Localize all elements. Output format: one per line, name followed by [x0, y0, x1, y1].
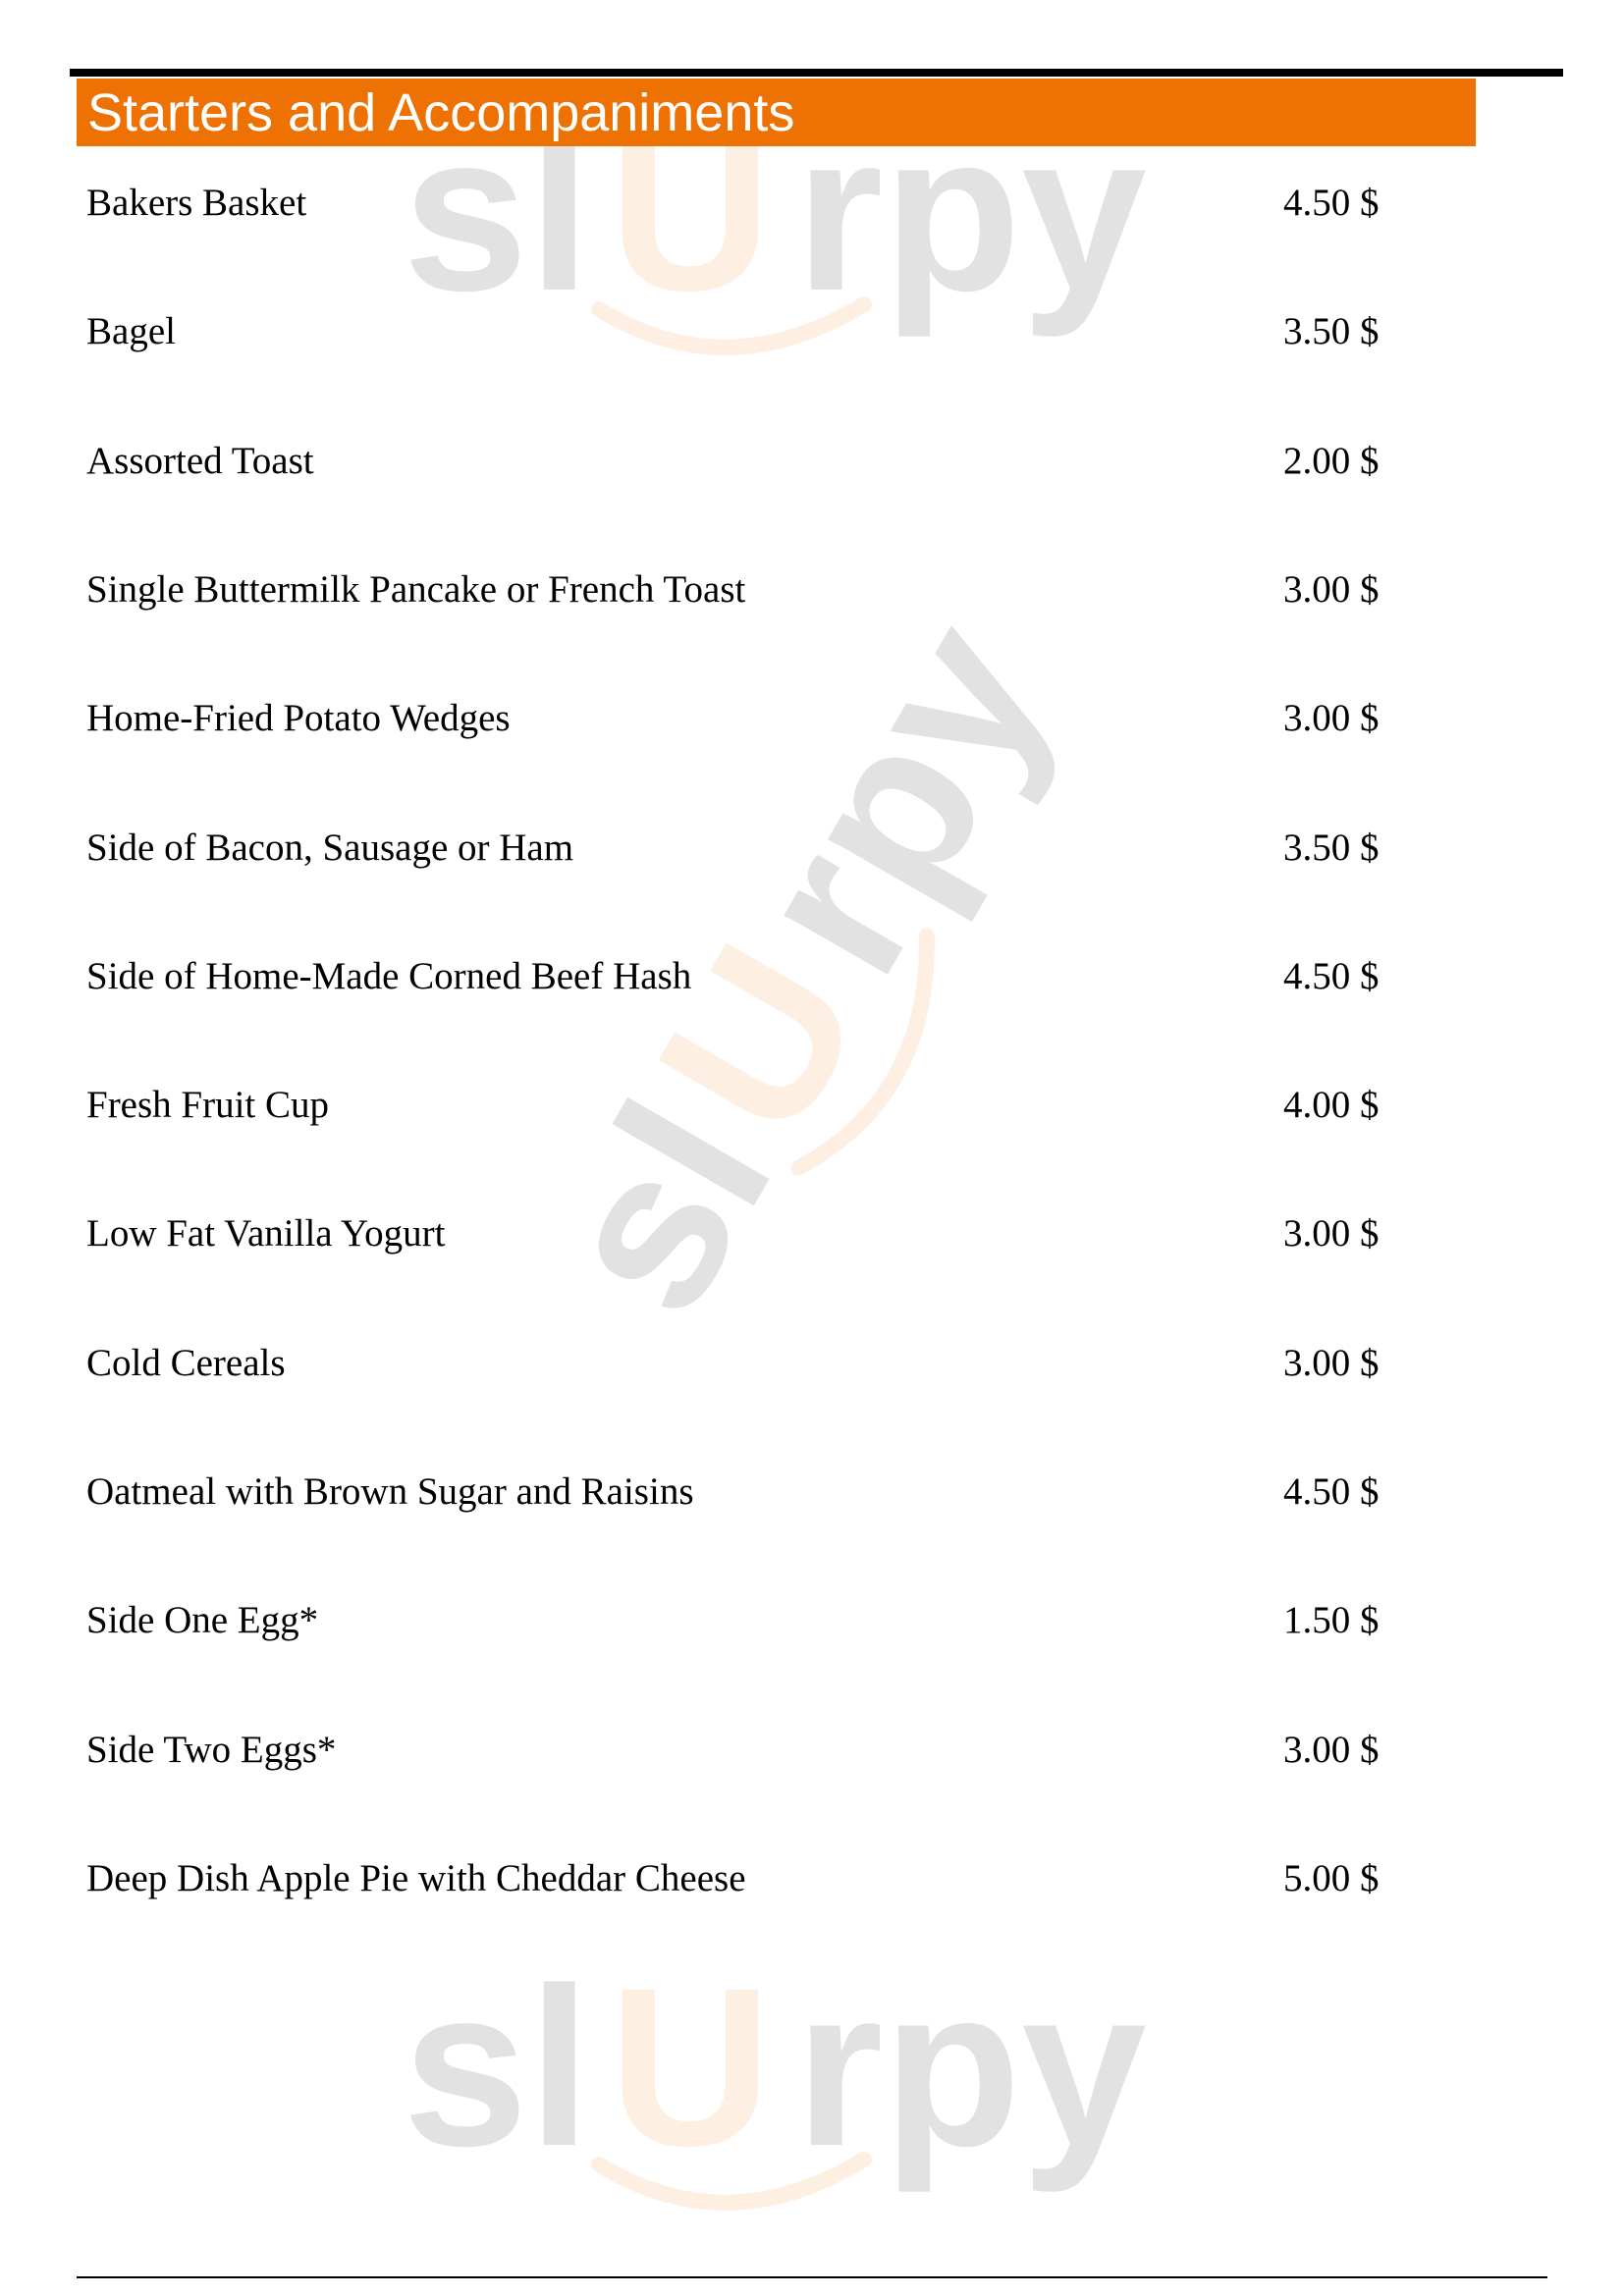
svg-text:sl: sl	[403, 1941, 591, 2193]
menu-item-name: Bagel	[86, 310, 176, 352]
svg-text:sl: sl	[403, 85, 591, 338]
menu-item-name: Oatmeal with Brown Sugar and Raisins	[86, 1470, 694, 1513]
menu-item-price: 3.50 $	[1283, 827, 1380, 869]
menu-item-price: 1.50 $	[1283, 1599, 1380, 1641]
svg-text:U: U	[609, 906, 910, 1174]
menu-item	[86, 1591, 1392, 1650]
menu-item-name: Assorted Toast	[86, 440, 314, 482]
menu-item-name: Fresh Fruit Cup	[86, 1084, 330, 1126]
menu-item-name: Side One Egg*	[86, 1599, 319, 1641]
menu-item	[86, 561, 1392, 619]
menu-item-price: 3.00 $	[1283, 568, 1380, 611]
menu-item-price: 5.00 $	[1283, 1857, 1380, 1899]
svg-text:rpy: rpy	[795, 85, 1147, 338]
menu-item-price: 2.00 $	[1283, 440, 1380, 482]
menu-item-name: Home-Fried Potato Wedges	[86, 697, 511, 739]
menu-item	[86, 1334, 1392, 1393]
menu-item-price: 4.50 $	[1283, 1470, 1380, 1513]
menu-item-name: Low Fat Vanilla Yogurt	[86, 1212, 446, 1255]
menu-item	[86, 947, 1392, 1006]
menu-item-name: Side of Bacon, Sausage or Ham	[86, 827, 574, 869]
menu-item-price: 4.50 $	[1283, 955, 1380, 997]
menu-item-price: 4.50 $	[1283, 182, 1380, 224]
menu-item-price: 3.50 $	[1283, 310, 1380, 352]
menu-item	[86, 819, 1392, 878]
menu-item	[86, 1204, 1392, 1263]
menu-item-price: 3.00 $	[1283, 697, 1380, 739]
menu-item	[86, 1849, 1392, 1908]
menu-item-price: 3.00 $	[1283, 1212, 1380, 1255]
menu-item	[86, 689, 1392, 748]
menu-item-name: Side Two Eggs*	[86, 1729, 337, 1771]
svg-text:rpy: rpy	[702, 581, 1098, 1013]
bottom-divider	[77, 2276, 1547, 2278]
svg-text:sl: sl	[506, 1062, 820, 1353]
slurpy-logo-watermark-bottom	[403, 1941, 1237, 2233]
menu-item-name: Bakers Basket	[86, 182, 307, 224]
menu-item-price: 3.00 $	[1283, 1342, 1380, 1384]
menu-item	[86, 432, 1392, 491]
menu-item-name: Side of Home-Made Corned Beef Hash	[86, 955, 692, 997]
menu-item-price: 3.00 $	[1283, 1729, 1380, 1771]
menu-item	[86, 1721, 1392, 1780]
menu-item	[86, 1463, 1392, 1522]
menu-item-name: Deep Dish Apple Pie with Cheddar Cheese	[86, 1857, 746, 1899]
svg-text:U: U	[609, 1941, 773, 2193]
svg-text:U: U	[609, 85, 773, 338]
svg-text:rpy: rpy	[795, 1941, 1147, 2193]
menu-item	[86, 174, 1392, 233]
menu-item-price: 4.00 $	[1283, 1084, 1380, 1126]
menu-item	[86, 1076, 1392, 1135]
menu-item-name: Cold Cereals	[86, 1342, 286, 1384]
section-title: Starters and Accompaniments	[87, 82, 795, 142]
menu-item-name: Single Buttermilk Pancake or French Toast	[86, 568, 746, 611]
menu-item	[86, 302, 1392, 361]
